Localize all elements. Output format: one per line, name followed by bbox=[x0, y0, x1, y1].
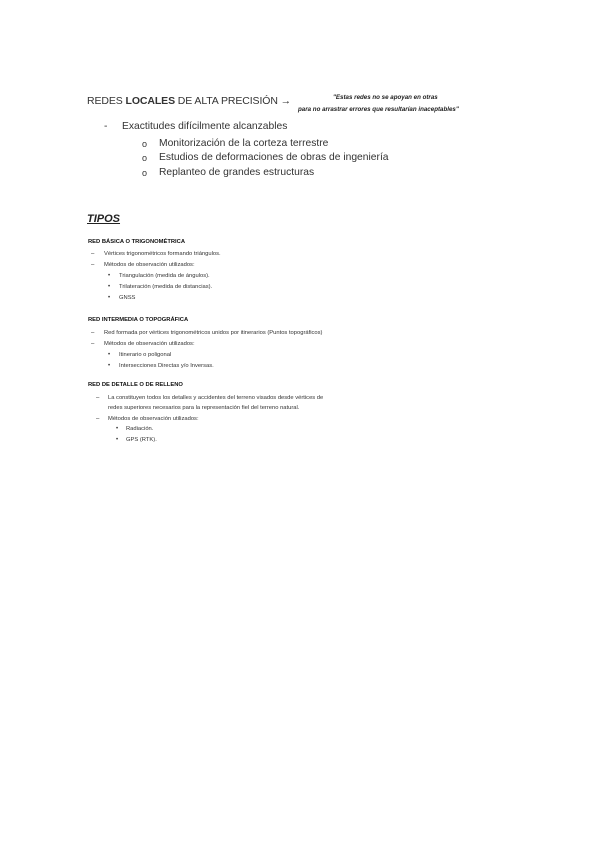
section2-dash-2: – bbox=[91, 341, 95, 347]
heading-prefix: REDES bbox=[87, 95, 126, 107]
section2-dot-2: • bbox=[108, 363, 111, 369]
section2-sub-1: Itinerario o poligonal bbox=[119, 352, 172, 358]
page-heading bbox=[87, 95, 291, 107]
section1-item-1: Vértices trigonométricos formando triángulos. bbox=[104, 251, 221, 257]
section3-item-1: La constituyen todos los detalles y accidentes del terreno visados desde vértices de bbox=[108, 395, 324, 401]
section3-sub-2: GPS (RTK). bbox=[126, 437, 157, 443]
section1-dot-3: • bbox=[108, 295, 111, 301]
section1-dot-2: • bbox=[108, 284, 111, 290]
section2-item-2: Métodos de observación utilizados: bbox=[104, 341, 195, 347]
section1-dot-1: • bbox=[108, 273, 111, 279]
section3-sub-1: Radiación. bbox=[126, 426, 154, 432]
section3-dash-2: – bbox=[96, 416, 100, 422]
section2-dash-1: – bbox=[91, 330, 95, 336]
heading-bold: LOCALES bbox=[125, 95, 175, 107]
section1-sub-3: GNSS bbox=[119, 295, 136, 301]
tipos-title: TIPOS bbox=[87, 213, 121, 225]
quote-line-1: "Estas redes no se apoyan en otras bbox=[333, 94, 438, 101]
section1-sub-1: Triangulación (medida de ángulos). bbox=[119, 273, 210, 279]
section1-dash-1: – bbox=[91, 251, 95, 257]
heading-suffix: DE ALTA PRECISIÓN → bbox=[174, 95, 292, 107]
section1-dash-2: – bbox=[91, 262, 95, 268]
section1-item-2: Métodos de observación utilizados: bbox=[104, 262, 195, 268]
section3-dot-1: • bbox=[116, 426, 119, 432]
section1-sub-2: Trilateración (medida de distancias). bbox=[119, 284, 213, 290]
section3-item-1-cont: redes superiores necesarios para la representación fiel del terreno natural. bbox=[108, 405, 300, 411]
sub-bullet-1: o bbox=[142, 139, 148, 149]
sub-item-2: Estudios de deformaciones de obras de ingeniería bbox=[159, 152, 389, 163]
section3-dot-2: • bbox=[116, 437, 119, 443]
section-title-3: RED DE DETALLE O DE RELLENO bbox=[88, 382, 183, 388]
main-list-dash: - bbox=[104, 121, 108, 132]
main-list-item: Exactitudes difícilmente alcanzables bbox=[122, 121, 288, 132]
sub-bullet-3: o bbox=[142, 168, 148, 178]
section3-dash-1: – bbox=[96, 395, 100, 401]
section-title-2: RED INTERMEDIA O TOPOGRÁFICA bbox=[88, 317, 189, 323]
sub-bullet-2: o bbox=[142, 153, 148, 163]
quote-line-2: para no arrastrar errores que resultarían inaceptables" bbox=[298, 106, 459, 113]
section2-item-1: Red formada por vértices trigonométricos unidos por itinerarios (Puntos topográficos) bbox=[104, 330, 323, 336]
section2-sub-2: Intersecciones Directas y/o Inversas. bbox=[119, 363, 214, 369]
sub-item-3: Replanteo de grandes estructuras bbox=[159, 167, 315, 178]
section3-item-2: Métodos de observación utilizados: bbox=[108, 416, 199, 422]
sub-item-1: Monitorización de la corteza terrestre bbox=[159, 138, 329, 149]
section2-dot-1: • bbox=[108, 352, 111, 358]
section-title-1: RED BÁSICA O TRIGONOMÉTRICA bbox=[88, 239, 186, 245]
